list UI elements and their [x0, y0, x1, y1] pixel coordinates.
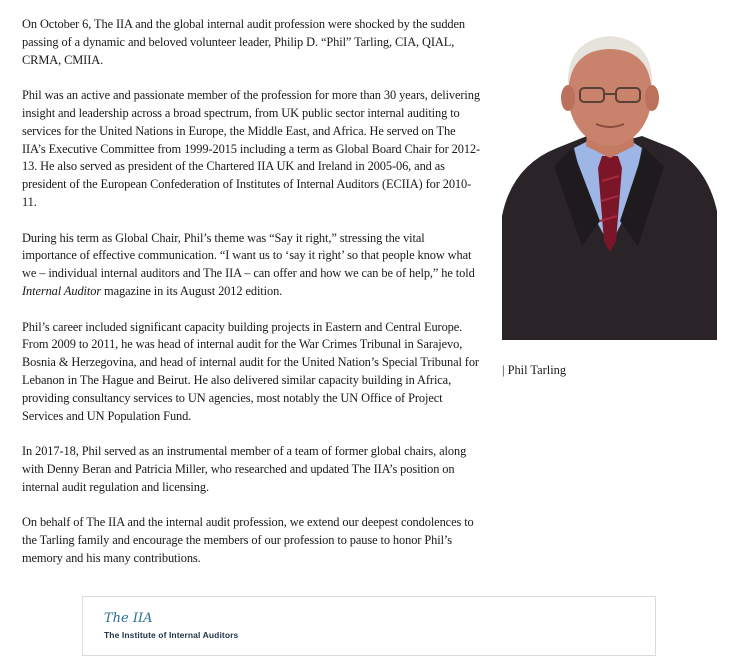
paragraph-condolences: On behalf of The IIA and the internal audit profession, we extend our deepest condolences to the Tarling family and encourage the members of our profession to pause to honor Phil’s memory and his many contributions. — [22, 515, 474, 565]
paragraph-say-it-right-text: During his term as Global Chair, Phil’s theme was “Say it right,” stressing the vital importance of effective communication. “I want us to ‘say it right’ so that people know what we – individual internal auditors and The IIA – can offer and how we can be of help,” he told — [22, 230, 475, 281]
article-body — [22, 16, 482, 586]
footer-logo-box — [82, 596, 656, 656]
iia-logo-subtitle: The Institute of Internal Auditors — [104, 630, 239, 640]
internal-auditor-magazine-title: Internal Auditor — [22, 283, 102, 298]
paragraph-say-it-right — [22, 230, 482, 301]
paragraph-capacity-building: Phil’s career included significant capacity building projects in Eastern and Central Europe. From 2009 to 2011, he was head of internal audit for the War Crimes Tribunal in Sarajevo, Bosnia & Herzegovina, and head of internal audit for the United Nation’s Special Tribunal for Lebanon in The Hague and Beirut. He also delivered similar capacity building in Africa, providing consultancy services to UN agencies, most notably the UN Office of Project Services and UN Population Fund. — [22, 319, 479, 423]
portrait-photo — [502, 16, 717, 340]
paragraph-global-chairs: In 2017-18, Phil served as an instrumental member of a team of former global chairs, along with Denny Beran and Patricia Miller, who researched and updated The IIA’s position on internal audit regulation and licensing. — [22, 444, 467, 494]
portrait-illustration — [502, 16, 717, 340]
paragraph-intro: On October 6, The IIA and the global internal audit profession were shocked by the sudden passing of a dynamic and beloved volunteer leader, Philip D. “Phil” Tarling, CIA, QIAL, CRMA, CMIIA. — [22, 17, 466, 67]
paragraph-career-overview: Phil was an active and passionate member of the profession for more than 30 years, delivering insight and leadership across a broad spectrum, from UK public sector internal auditing to services for the United Nations in Europe, the Middle East, and Africa. He served on The IIA’s Executive Committee from 1999-2015 including a term as Global Board Chair for 2012-13. He also served as president of the Chartered IIA UK and Ireland in 2005-06, and as president of the European Confederation of Institutes of Internal Auditors (ECIIA) for 2010-11. — [22, 88, 481, 209]
photo-caption: | Phil Tarling — [502, 363, 567, 377]
paragraph-say-it-right-end: magazine in its August 2012 edition. — [101, 283, 283, 298]
iia-logo[interactable]: The IIA — [104, 611, 153, 626]
